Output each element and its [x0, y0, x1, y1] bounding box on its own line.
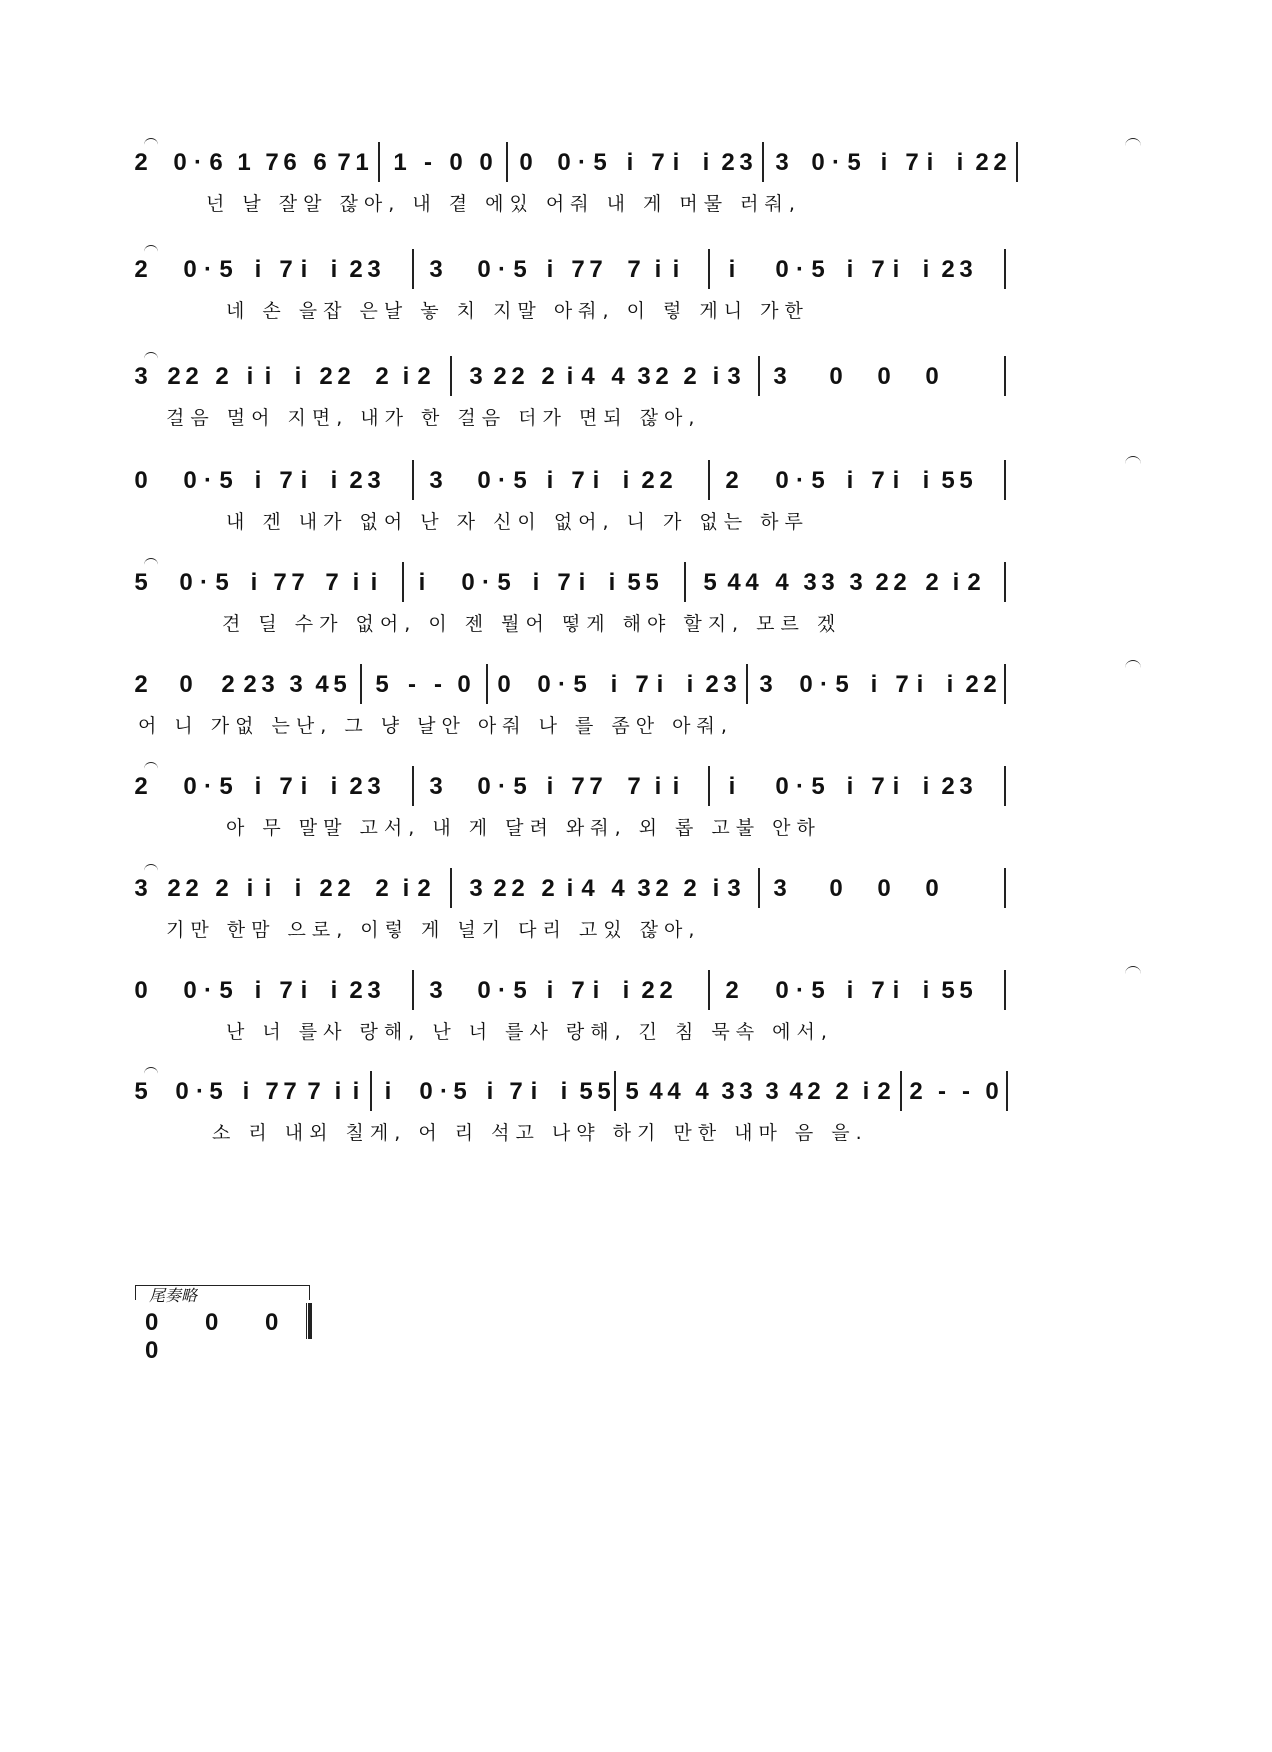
outro-notes: 0 0 0 0: [145, 1309, 299, 1364]
lyrics-text: 아 무 말말 고서, 내 게 달려 와줘, 외 롭 고불 안하: [226, 817, 821, 839]
score-system-3: [134, 362, 1135, 452]
score-system-5: [134, 568, 1135, 658]
lyrics-text: 넌 날 잘알 잖아, 내 곁 에있 어줘 내 게 머물 러줘,: [206, 193, 801, 215]
score-system-4: [134, 466, 1135, 556]
lyrics-line: [138, 714, 1135, 744]
lyrics-text: 어 니 가없 는난, 그 냥 날안 아줘 나 를 좀안 아줘,: [138, 715, 733, 737]
lyrics-text: 견 딜 수가 없어, 이 젠 뭘어 떻게 해야 할지, 모르 겠: [222, 613, 842, 635]
lyrics-text: 소 리 내외 칠게, 어 리 석고 나약 하기 만한 내마 음 을.: [212, 1122, 868, 1144]
lyrics-text: 난 너 를사 랑해, 난 너 를사 랑해, 긴 침 묵속 에서,: [226, 1021, 833, 1043]
tie-to-next: [1125, 456, 1141, 467]
outro-section: [133, 1285, 313, 1364]
lyrics-text: 기만 한맘 으로, 이렇 게 널기 다리 고있 잖아,: [166, 919, 701, 941]
notation-line: 5 0 · 5 i 7 7 7 i i i 0 · 5 i 7 i i 5 5 5 4 4 4 3 3 3 4 2 2 i 2 2 - - 0: [134, 1078, 999, 1105]
lyrics-line: [150, 192, 1135, 222]
final-barline: [306, 1303, 312, 1339]
notation-line: 3 2 2 2 i i i 2 2 2 i 2 3 2 2 2 i 4 4 3 2 2 i 3 3 0 0 0: [134, 875, 939, 902]
score-system-10: [134, 1077, 1135, 1167]
lyrics-line: [150, 1121, 1135, 1151]
lyrics-line: [150, 299, 1135, 329]
score-system-2: [134, 255, 1135, 345]
lyrics-line: [150, 612, 1135, 642]
score-system-1: [134, 148, 1135, 238]
notation-line: 2 0 2 2 3 3 4 5 5 - - 0 0 0 · 5 i 7 i i 2 3 3 0 · 5 i 7 i i 2 2: [134, 671, 997, 698]
notation-line: 2 0 · 6 1 7 6 6 7 1 1 - 0 0 0 0 · 5 i 7 i i 2 3 3 0 · 5 i 7 i i 2 2: [134, 149, 1007, 176]
lyrics-text: 내 겐 내가 없어 난 자 신이 없어, 니 가 없는 하루: [226, 511, 809, 533]
notation-line: 0 0 · 5 i 7 i i 2 3 3 0 · 5 i 7 i i 2 2 2 0 · 5 i 7 i i 5 5: [134, 467, 973, 494]
tie-to-next: [1125, 138, 1141, 149]
lyrics-line: [150, 510, 1135, 540]
lyrics-text: 네 손 을잡 은날 놓 치 지말 아줘, 이 렇 게니 가한: [226, 300, 809, 322]
notation-line: 5 0 · 5 i 7 7 7 i i i 0 · 5 i 7 i i 5 5 5 4 4 4 3 3 3 2 2 2 i 2: [134, 569, 981, 596]
outro-label: 尾奏略: [149, 1286, 198, 1305]
notation-line: 0 0 · 5 i 7 i i 2 3 3 0 · 5 i 7 i i 2 2 2 0 · 5 i 7 i i 5 5: [134, 977, 973, 1004]
score-system-9: [134, 976, 1135, 1066]
score-system-7: [134, 772, 1135, 862]
notation-line: 2 0 · 5 i 7 i i 2 3 3 0 · 5 i 7 7 7 i i i 0 · 5 i 7 i i 2 3: [134, 773, 973, 800]
notation-line: 3 2 2 2 i i i 2 2 2 i 2 3 2 2 2 i 4 4 3 2 2 i 3 3 0 0 0: [134, 363, 939, 390]
lyrics-line: [150, 406, 1135, 436]
lyrics-line: [150, 816, 1135, 846]
score-system-8: [134, 874, 1135, 964]
lyrics-text: 걸음 멀어 지면, 내가 한 걸음 더가 면되 잖아,: [166, 407, 701, 429]
tie-to-next: [1125, 660, 1141, 671]
lyrics-line: [150, 918, 1135, 948]
score-system-6: [134, 670, 1135, 760]
tie-to-next: [1125, 966, 1141, 977]
lyrics-line: [150, 1020, 1135, 1050]
notation-line: 2 0 · 5 i 7 i i 2 3 3 0 · 5 i 7 7 7 i i i 0 · 5 i 7 i i 2 3: [134, 256, 973, 283]
